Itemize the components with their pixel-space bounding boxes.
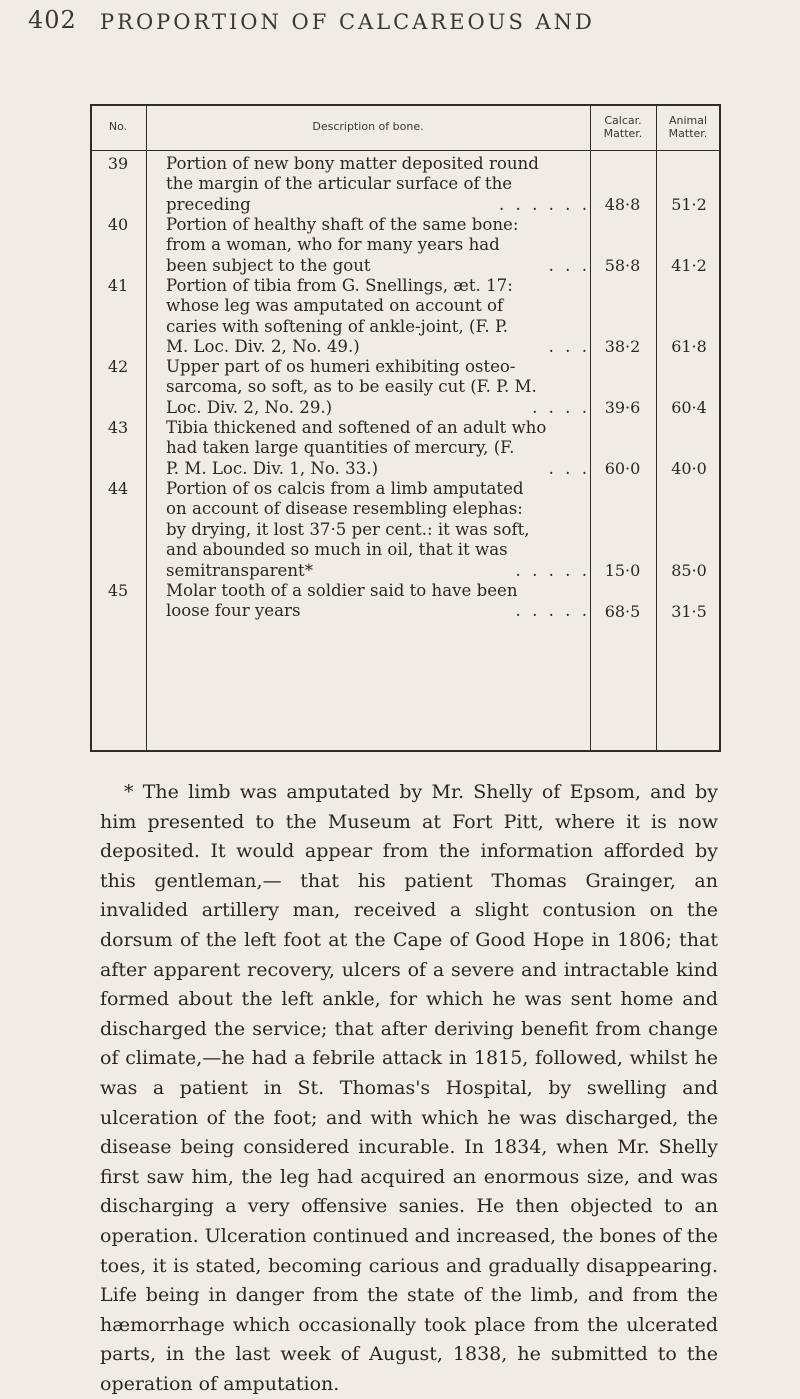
dot-leader: . . . — [548, 458, 590, 478]
dot-leader: . . . . . . — [498, 194, 590, 214]
description-line: on account of disease resembling elephas: — [166, 499, 523, 519]
bone-composition-table — [90, 104, 720, 752]
row-description — [166, 581, 590, 622]
row-description — [166, 276, 590, 358]
row-number: 39 — [107, 154, 129, 173]
row-number: 45 — [107, 581, 129, 600]
dot-leader: . . . . — [532, 397, 590, 417]
description-line: P. M. Loc. Div. 1, No. 33.) — [166, 458, 379, 478]
row-description — [166, 357, 590, 418]
description-last-line — [166, 337, 590, 357]
description-line: preceding — [166, 194, 251, 214]
description-line: by drying, it lost 37·5 per cent.: it was soft, — [166, 519, 530, 539]
column-rule-no — [146, 104, 147, 752]
table-top-rule — [90, 104, 720, 106]
calcareous-value: 38·2 — [604, 337, 641, 356]
description-line: M. Loc. Div. 2, No. 49.) — [166, 337, 360, 357]
description-line: and abounded so much in oil, that it was — [166, 540, 508, 560]
description-line: Portion of new bony matter deposited round — [166, 154, 539, 173]
calcareous-value: 60·0 — [604, 459, 641, 478]
column-rule-calcareous — [656, 104, 657, 752]
description-line: Portion of tibia from G. Snellings, æt. 17: — [166, 276, 513, 295]
calcareous-value: 58·8 — [604, 256, 641, 275]
table-header-rule — [90, 150, 720, 151]
description-line: sarcoma, so soft, as to be easily cut (F. P. M. — [166, 377, 537, 397]
header-calcareous-line2: Matter. — [603, 127, 643, 140]
page-header — [0, 0, 800, 44]
description-line: loose four years — [166, 601, 301, 621]
description-last-line — [166, 601, 590, 621]
row-description — [166, 418, 590, 479]
description-line: caries with softening of ankle-joint, (F. P. — [166, 316, 509, 336]
description-last-line — [166, 459, 590, 479]
table-bottom-rule — [90, 750, 720, 752]
dot-leader: . . . — [548, 255, 590, 275]
description-last-line — [166, 398, 590, 418]
header-calcareous — [590, 114, 656, 140]
description-line: from a woman, who for many years had — [166, 235, 500, 255]
description-line: Upper part of os humeri exhibiting osteo- — [166, 357, 516, 376]
description-line: Loc. Div. 2, No. 29.) — [166, 397, 333, 417]
animal-value: 41·2 — [671, 256, 707, 275]
dot-leader: . . . . . — [515, 560, 590, 580]
footnote-text: * The limb was amputated by Mr. Shelly of Epsom, and by him presented to the Museum at Fort Pitt, where it is now deposited. It would appear from the information afforded by this gentleman,— that his patient Thomas Grainger, an invalided artillery man, received a slight contusion on the dorsum of the left foot at the Cape of Good Hope in 1806; that after apparent recovery, ulcers of a severe and intractable kind formed about the left ankle, for which he was sent home and discharged the service; that after deriving benefit from change of climate,—he had a febrile attack in 1815, followed, whilst he was a patient in St. Thomas's Hospital, by swelling and ulceration of the foot; and with which he was discharged, the disease being considered incurable. In 1834, when Mr. Shelly first saw him, the leg had acquired an enormous size, and was discharging a very offensive sanies. He then objected to an operation. Ulceration continued and increased, the bones of the toes, it is stated, becoming carious and gradually disappearing. Life being in danger from the state of the limb, and from the hæmorrhage which occasionally took place from the ulcerated parts, in the last week of August, 1838, he submitted to the operation of amputation. — [100, 781, 718, 1395]
dot-leader: . . . . . — [515, 601, 590, 621]
row-description — [166, 215, 590, 276]
header-animal — [656, 114, 720, 140]
animal-value: 60·4 — [671, 398, 707, 417]
description-line: the margin of the articular surface of the — [166, 174, 513, 194]
dot-leader: . . . — [548, 337, 590, 357]
header-description: Description of bone. — [312, 120, 424, 133]
row-number: 42 — [107, 357, 129, 376]
header-animal-line1: Animal — [668, 114, 708, 127]
calcareous-value: 68·5 — [604, 602, 641, 621]
row-number: 44 — [107, 479, 129, 498]
row-number: 41 — [107, 276, 129, 295]
calcareous-value: 39·6 — [604, 398, 641, 417]
animal-value: 85·0 — [671, 561, 707, 580]
description-line: Portion of os calcis from a limb amputated — [166, 479, 524, 498]
header-calcareous-line1: Calcar. — [604, 114, 642, 127]
description-line: had taken large quantities of mercury, (F. — [166, 438, 515, 458]
description-line: been subject to the gout — [166, 255, 371, 275]
animal-value: 40·0 — [671, 459, 707, 478]
animal-value: 61·8 — [671, 337, 707, 356]
description-line: whose leg was amputated on account of — [166, 296, 504, 316]
row-number: 43 — [107, 418, 129, 437]
description-last-line — [166, 561, 590, 581]
row-description — [166, 154, 590, 215]
animal-value: 51·2 — [671, 195, 707, 214]
header-no: No. — [108, 120, 128, 133]
description-line: Molar tooth of a soldier said to have been — [166, 581, 518, 600]
footnote — [100, 778, 718, 1399]
description-line: Tibia thickened and softened of an adult who — [166, 418, 547, 437]
row-number: 40 — [107, 215, 129, 234]
header-animal-line2: Matter. — [668, 127, 708, 140]
description-line: Portion of healthy shaft of the same bone: — [166, 215, 519, 234]
calcareous-value: 48·8 — [604, 195, 641, 214]
description-last-line — [166, 195, 590, 215]
calcareous-value: 15·0 — [604, 561, 641, 580]
description-last-line — [166, 256, 590, 276]
row-description — [166, 479, 590, 581]
running-title: PROPORTION OF CALCAREOUS AND — [100, 10, 595, 34]
animal-value: 31·5 — [671, 602, 707, 621]
page-number: 402 — [28, 6, 77, 34]
description-line: semitransparent* — [166, 560, 313, 580]
